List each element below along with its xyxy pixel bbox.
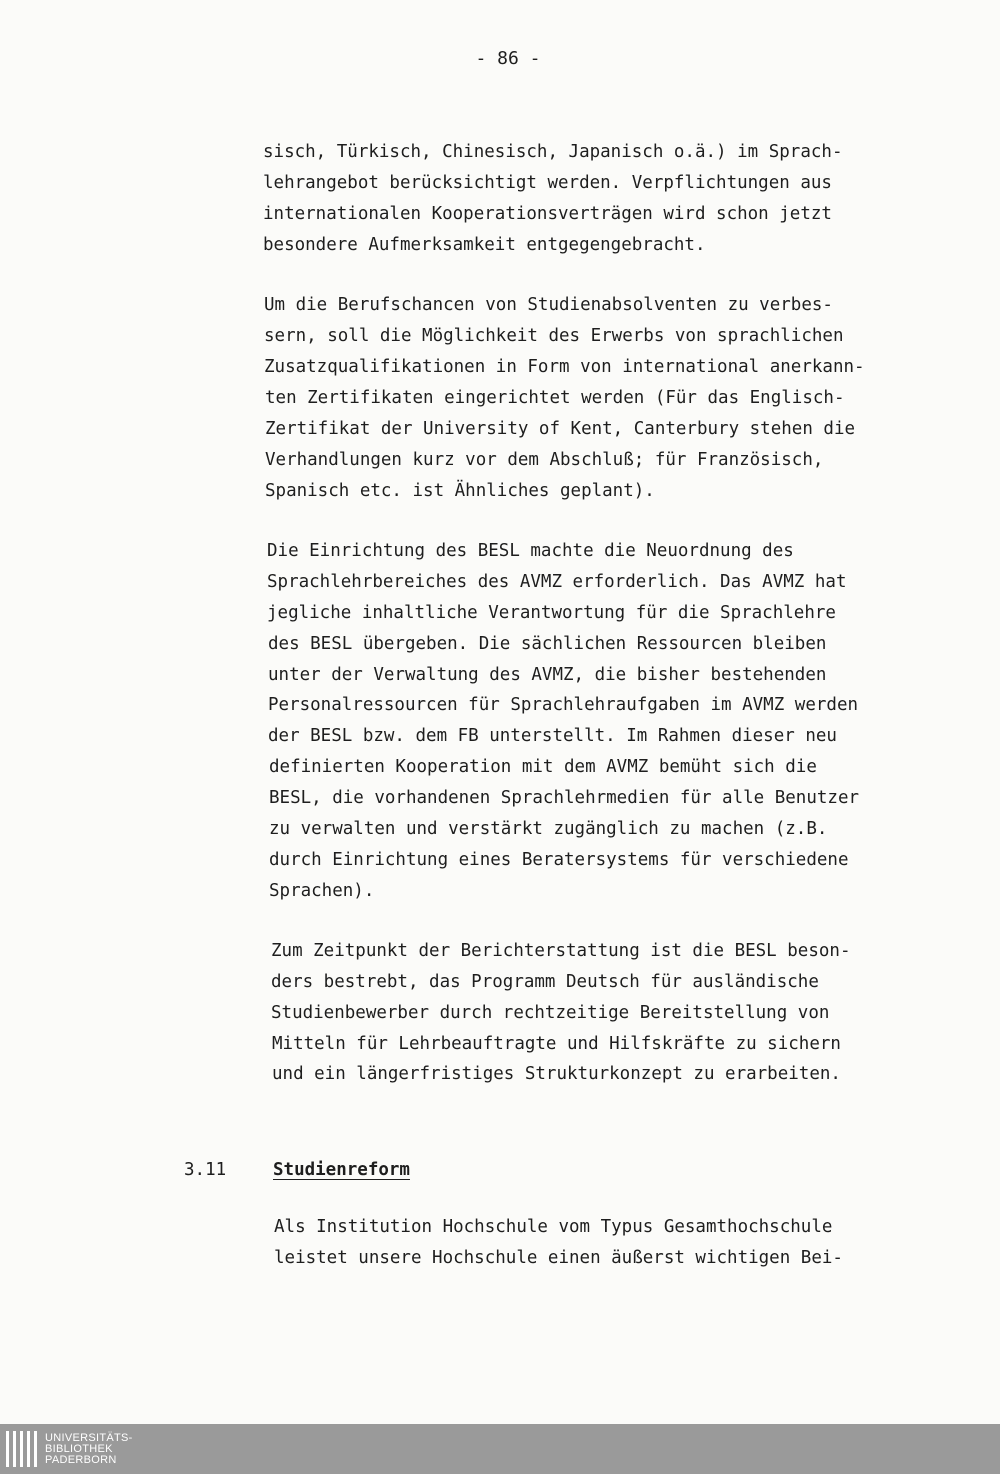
text-line: ders bestrebt, das Programm Deutsch für ausländische bbox=[271, 972, 819, 992]
text-line: Sprachen). bbox=[269, 881, 375, 901]
text-line: Mitteln für Lehrbeauftragte und Hilfskräfte zu sichern bbox=[272, 1034, 841, 1054]
logo-line: BIBLIOTHEK bbox=[45, 1442, 113, 1455]
text-line: Spanisch etc. ist Ähnliches geplant). bbox=[265, 481, 655, 501]
text-line: definierten Kooperation mit dem AVMZ bemüht sich die bbox=[269, 757, 817, 777]
text-line: zu verwalten und verstärkt zugänglich zu machen (z.B. bbox=[269, 819, 828, 839]
library-logo bbox=[6, 1428, 133, 1470]
text-line: Personalressourcen für Sprachlehraufgaben im AVMZ werden bbox=[268, 695, 859, 715]
text-line: jegliche inhaltliche Verantwortung für die Sprachlehre bbox=[267, 603, 836, 623]
text-line: Die Einrichtung des BESL machte die Neuordnung des bbox=[267, 541, 794, 561]
page-number: - 86 - bbox=[475, 48, 541, 69]
text-line: Studienbewerber durch rechtzeitige Bereitstellung von bbox=[271, 1003, 830, 1023]
text-line: Verhandlungen kurz vor dem Abschluß; für Französisch, bbox=[265, 450, 824, 470]
text-line: lehrangebot berücksichtigt werden. Verpflichtungen aus bbox=[263, 173, 832, 193]
text-line: des BESL übergeben. Die sächlichen Ressourcen bleiben bbox=[268, 634, 827, 654]
text-line: Sprachlehrbereiches des AVMZ erforderlich. Das AVMZ hat bbox=[267, 572, 847, 592]
text-line: Zusatzqualifikationen in Form von international anerkann- bbox=[264, 357, 865, 377]
footer-bar bbox=[0, 1424, 1000, 1474]
text-line: internationalen Kooperationsverträgen wird schon jetzt bbox=[263, 204, 832, 224]
text-line: BESL, die vorhandenen Sprachlehrmedien für alle Benutzer bbox=[269, 788, 860, 808]
text-line: Zertifikat der University of Kent, Canterbury stehen die bbox=[265, 419, 856, 439]
text-line: unter der Verwaltung des AVMZ, die bisher bestehenden bbox=[268, 665, 827, 685]
logo-text bbox=[45, 1433, 133, 1466]
text-line: und ein längerfristiges Strukturkonzept zu erarbeiten. bbox=[272, 1064, 841, 1084]
text-line: sisch, Türkisch, Chinesisch, Japanisch o.ä.) im Sprach- bbox=[263, 142, 843, 162]
text-line: durch Einrichtung eines Beratersystems für verschiedene bbox=[269, 850, 849, 870]
logo-bars-icon bbox=[6, 1431, 37, 1467]
text-line: Um die Berufschancen von Studienabsolventen zu verbes- bbox=[264, 295, 833, 315]
text-line: Zum Zeitpunkt der Berichterstattung ist die BESL beson- bbox=[271, 941, 851, 961]
text-line: besondere Aufmerksamkeit entgegengebracht. bbox=[263, 235, 706, 255]
text-line: sern, soll die Möglichkeit des Erwerbs von sprachlichen bbox=[264, 326, 844, 346]
text-line: Als Institution Hochschule vom Typus Gesamthochschule bbox=[274, 1217, 833, 1237]
text-line: leistet unsere Hochschule einen äußerst wichtigen Bei- bbox=[274, 1248, 843, 1268]
section-number: 3.11 bbox=[184, 1160, 227, 1180]
text-line: ten Zertifikaten eingerichtet werden (Für das Englisch- bbox=[265, 388, 845, 408]
section-title: Studienreform bbox=[273, 1160, 410, 1180]
logo-line: PADERBORN bbox=[45, 1453, 117, 1466]
logo-line: UNIVERSITÄTS- bbox=[45, 1431, 133, 1444]
text-line: der BESL bzw. dem FB unterstellt. Im Rahmen dieser neu bbox=[268, 726, 837, 746]
